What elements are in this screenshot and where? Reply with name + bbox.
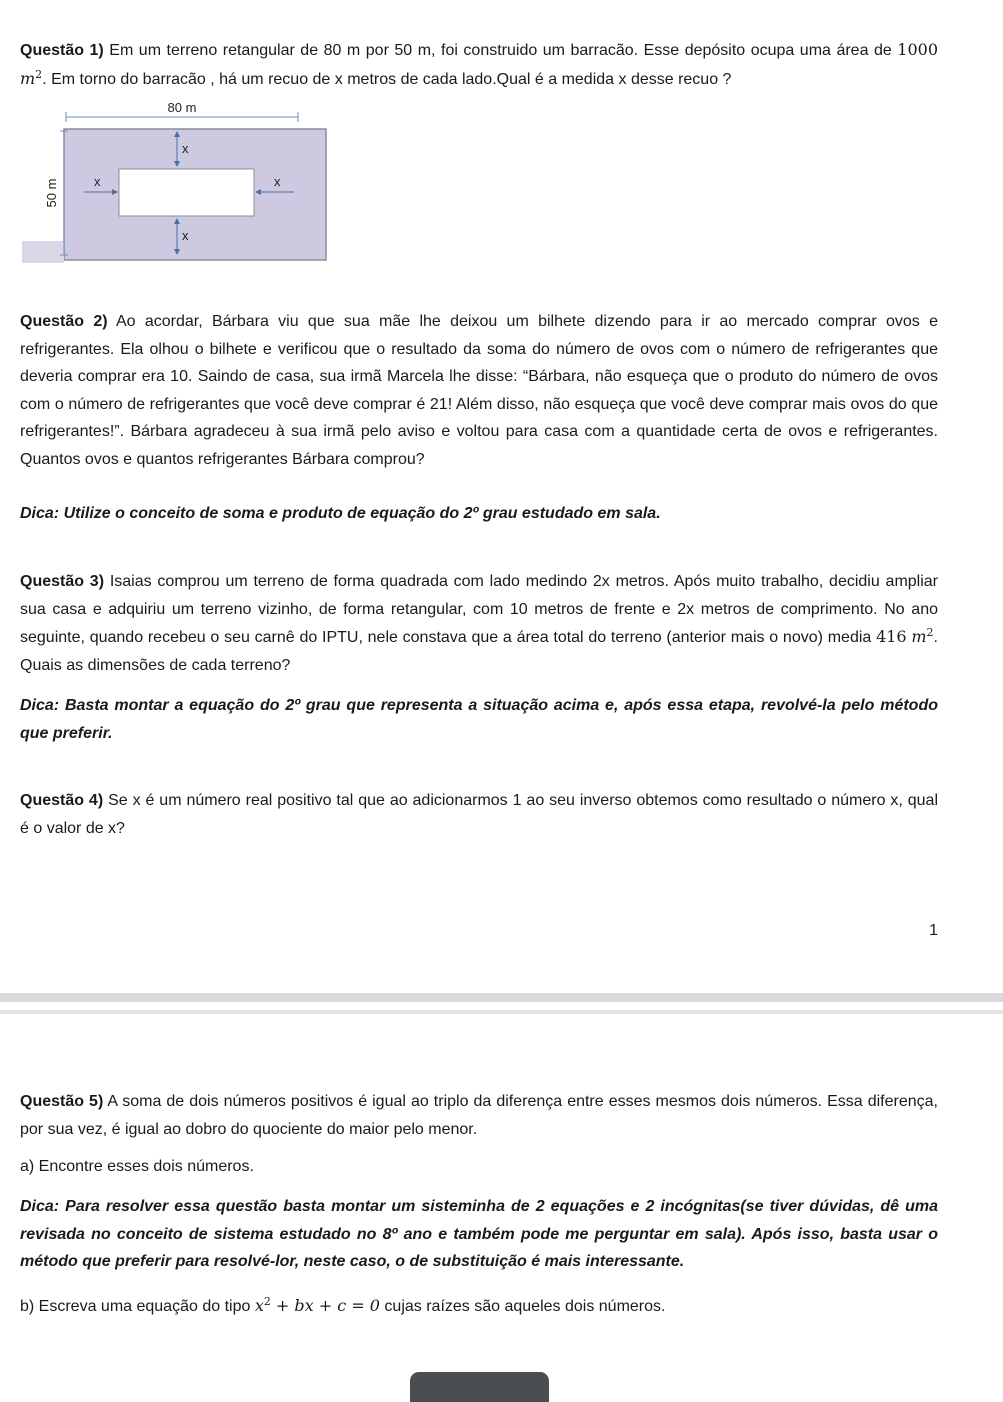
recuo-bottom-label: x	[182, 228, 189, 243]
question-1	[20, 36, 938, 93]
question-3-text-a: Isaias comprou um terreno de forma quadrada com lado medindo 2x metros. Após muito trabalho, decidiu ampliar sua casa e adquiriu um terreno vizinho, de forma retangular, com 10 metros de frente e 2x metros de comprimento. No ano seguinte, quando recebeu o seu carnê do IPTU, nele constava que a área total do terreno (anterior mais o novo) media	[20, 573, 939, 646]
height-label: 50 m	[44, 178, 59, 208]
question-5-tip: Dica: Para resolver essa questão basta montar um sisteminha de 2 equações e 2 incógnitas(se tiver dúvidas, dê uma revisada no conceito de sistema estudado no 8º ano e também pode me perguntar em sala). Após isso, basta usar o método que preferir para resolvé-lor, neste caso, o de substituição é mais interessante.	[20, 1198, 938, 1270]
page-separator-line	[0, 1010, 1003, 1014]
question-2-label: Questão 2)	[20, 313, 108, 330]
page-separator	[0, 993, 1003, 1002]
question-3-tip: Dica: Basta montar a equação do 2º grau que representa a situação acima e, após essa etapa, revolvé-la pelo método que preferir.	[20, 697, 938, 742]
width-label: 80 m	[167, 100, 197, 115]
terrain-corner-shade	[22, 241, 64, 263]
question-1-text-a: Em um terreno retangular de 80 m por 50 m, foi construido um barracão. Esse depósito ocupa uma área de	[103, 42, 898, 59]
question-3-area-exponent: 2	[926, 626, 934, 639]
question-2-text: Ao acordar, Bárbara viu que sua mãe lhe deixou um bilhete dizendo para ir ao mercado comprar ovos e refrigerantes. Ela olhou o bilhete e verificou que o resultado da soma do número de ovos com o número de refrigerantes que deveria comprar era 10. Saindo de casa, sua irmã Marcela lhe disse: “Bárbara, não esqueça que o produto do número de ovos com o número de refrigerantes que você deve comprar é 21! Além disso, não esqueça que você deve comprar mais ovos do que refrigerantes!”. Bárbara agradeceu à sua irmã pelo aviso e voltou para casa com a quantidade certa de ovos e refrigerantes. Quantos ovos e quantos refrigerantes Bárbara comprou?	[20, 313, 939, 468]
question-1-area-unit: m	[20, 68, 36, 88]
equation-rest: + bx + c = 0	[270, 1296, 380, 1315]
question-5	[20, 1088, 938, 1143]
question-5-item-b	[20, 1292, 938, 1321]
question-4-label: Questão 4)	[20, 792, 104, 809]
recuo-top-label: x	[182, 141, 189, 156]
question-3-text-b: . Quais as dimensões de cada terreno?	[20, 629, 938, 674]
question-5-label: Questão 5)	[20, 1093, 104, 1110]
question-3-label: Questão 3)	[20, 573, 105, 590]
question-5-item-b-prefix: b) Escreva uma equação do tipo	[20, 1298, 255, 1315]
equation-x: x	[254, 1296, 264, 1315]
page-number: 1	[929, 922, 938, 939]
question-2	[20, 308, 938, 473]
question-3-area-value: 416	[876, 627, 907, 646]
terrain-diagram	[22, 95, 328, 263]
recuo-right-label: x	[274, 174, 281, 189]
question-4	[20, 787, 938, 842]
question-1-area-value: 1000	[897, 40, 939, 59]
recuo-left-label: x	[94, 174, 101, 189]
question-5-item-a: a) Encontre esses dois números.	[20, 1158, 254, 1175]
question-4-text: Se x é um número real positivo tal que ao adicionarmos 1 ao seu inverso obtemos como resultado o número x, qual é o valor de x?	[20, 792, 939, 837]
question-3-area-unit: m	[911, 627, 927, 646]
equation-exponent: 2	[263, 1295, 271, 1308]
question-1-area-exponent: 2	[35, 67, 43, 81]
scroll-handle[interactable]	[410, 1372, 549, 1402]
question-2-tip: Dica: Utilize o conceito de soma e produto de equação do 2º grau estudado em sala.	[20, 505, 661, 522]
shed-rectangle	[119, 169, 254, 216]
question-1-label: Questão 1)	[20, 42, 104, 59]
question-1-text-b: . Em torno do barracão , há um recuo de x metros de cada lado.Qual é a medida x desse recuo ?	[42, 70, 732, 88]
question-5-text: A soma de dois números positivos é igual ao triplo da diferença entre esses mesmos dois números. Essa diferença, por sua vez, é igual ao dobro do quociente do maior pelo menor.	[20, 1093, 938, 1138]
question-3	[20, 568, 938, 679]
question-5-item-b-suffix: cujas raízes são aqueles dois números.	[379, 1298, 666, 1315]
